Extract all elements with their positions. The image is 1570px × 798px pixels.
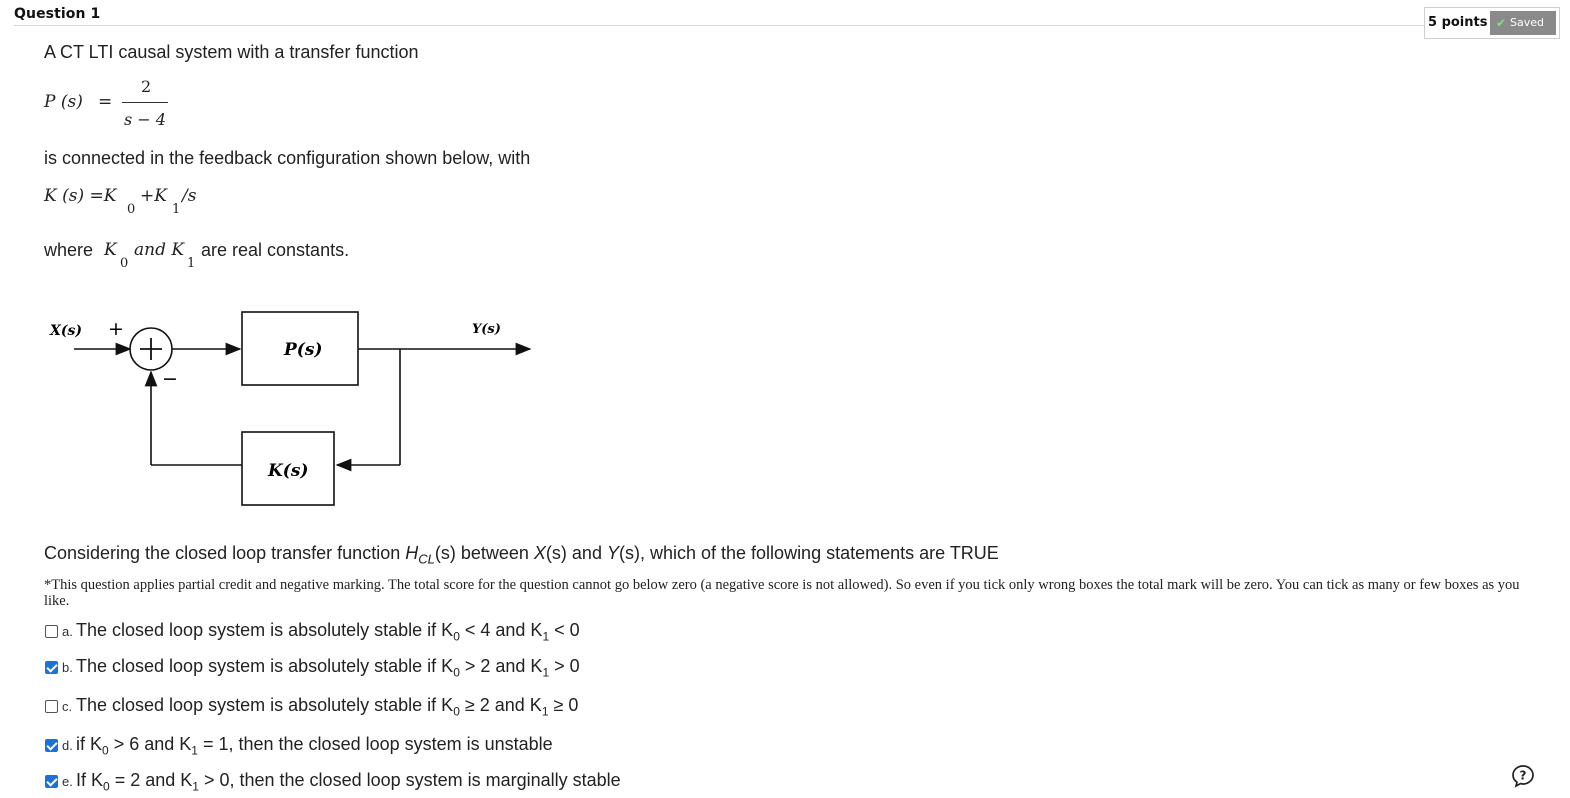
- q-suffix: , which of the following statements are TRUE: [639, 543, 999, 563]
- p-lhs: P (s): [44, 92, 83, 112]
- option-letter: e.: [62, 774, 73, 789]
- intro-line-2: is connected in the feedback configuration shown below, with: [44, 148, 531, 168]
- option-c-text: The closed loop system is absolutely stable if $K_0 \ge 2$ and $K_1 \ge 0$: [76, 695, 579, 719]
- option-a-text: The closed loop system is absolutely stable if $K_0 < 4$ and $K_1 < 0$: [76, 620, 580, 644]
- check-icon: ✔: [1496, 16, 1507, 30]
- q-x: X: [533, 543, 546, 563]
- intro-line-1: A CT LTI causal system with a transfer function: [44, 42, 419, 62]
- input-label: X(s): [50, 323, 82, 339]
- p-equals: =: [98, 92, 113, 112]
- points-value: 5 points: [1428, 15, 1488, 30]
- k-tail: /s: [182, 186, 197, 206]
- feedback-block-diagram: [44, 305, 544, 515]
- option-e-text: If $K_0 = 2$ and $K_1 > 0$, then the closed loop system is marginally stable: [76, 770, 621, 794]
- q-hcl: H: [405, 543, 419, 563]
- svg-text:?: ?: [1519, 768, 1527, 783]
- q-prefix: Considering the closed loop transfer function: [44, 543, 406, 563]
- real-constants-text: are real constants.: [201, 240, 350, 260]
- p-numerator: 2: [141, 77, 152, 96]
- saved-status-badge: [1490, 11, 1556, 35]
- plant-label: P(s): [284, 340, 323, 360]
- option-c-checkbox[interactable]: [45, 700, 58, 713]
- q-y: Y: [606, 543, 619, 563]
- fraction-bar: [122, 102, 168, 103]
- help-icon[interactable]: [1511, 764, 1535, 788]
- plus-sign: +: [108, 318, 124, 340]
- q-and: and: [566, 543, 607, 563]
- k0-sub: 0: [120, 256, 129, 271]
- output-label: Y(s): [472, 322, 501, 337]
- k-plus: +K: [140, 186, 167, 206]
- q-x-arg: (s): [545, 543, 567, 563]
- k0-symbol: K: [104, 240, 117, 260]
- k-sub-0: 0: [127, 202, 136, 217]
- q-hcl-arg: (s): [434, 543, 456, 563]
- points-box: [1424, 7, 1560, 39]
- option-d-text: if $K_0 > 6$ and $K_1 = 1$, then the closed loop system is unstable: [76, 734, 553, 758]
- option-e-checkbox[interactable]: [45, 775, 58, 788]
- option-letter: b.: [62, 660, 73, 675]
- where-text: where: [44, 240, 94, 260]
- q-hcl-sub: CL: [418, 551, 435, 567]
- k-expr: K (s) =K: [44, 186, 117, 206]
- q-between: between: [455, 543, 534, 563]
- k-sub-1: 1: [172, 202, 181, 217]
- saved-label: Saved: [1510, 16, 1544, 29]
- controller-label: K(s): [268, 461, 309, 481]
- option-d-checkbox[interactable]: [45, 739, 58, 752]
- question-header: [14, 0, 1424, 26]
- option-letter: c.: [62, 699, 73, 714]
- option-letter: a.: [62, 624, 73, 639]
- q-y-arg: (s): [618, 543, 640, 563]
- option-a-checkbox[interactable]: [45, 625, 58, 638]
- question-title: Question 1: [14, 6, 101, 22]
- option-b-checkbox[interactable]: [45, 661, 58, 674]
- and-k1: and K: [134, 240, 185, 260]
- marking-note: *This question applies partial credit and negative marking. The total score for the question cannot go below zero (a negative score is not allowed). So even if you tick only wrong boxes the total mark will be zero. You can tick as many or few boxes as you like.: [44, 577, 1520, 609]
- minus-sign: −: [162, 368, 178, 390]
- k1-sub: 1: [187, 256, 196, 271]
- option-letter: d.: [62, 738, 73, 753]
- option-b-text: The closed loop system is absolutely stable if $K_0 > 2$ and $K_1 > 0$: [76, 656, 580, 680]
- p-denominator: s − 4: [124, 110, 166, 129]
- question-prompt: [44, 543, 999, 567]
